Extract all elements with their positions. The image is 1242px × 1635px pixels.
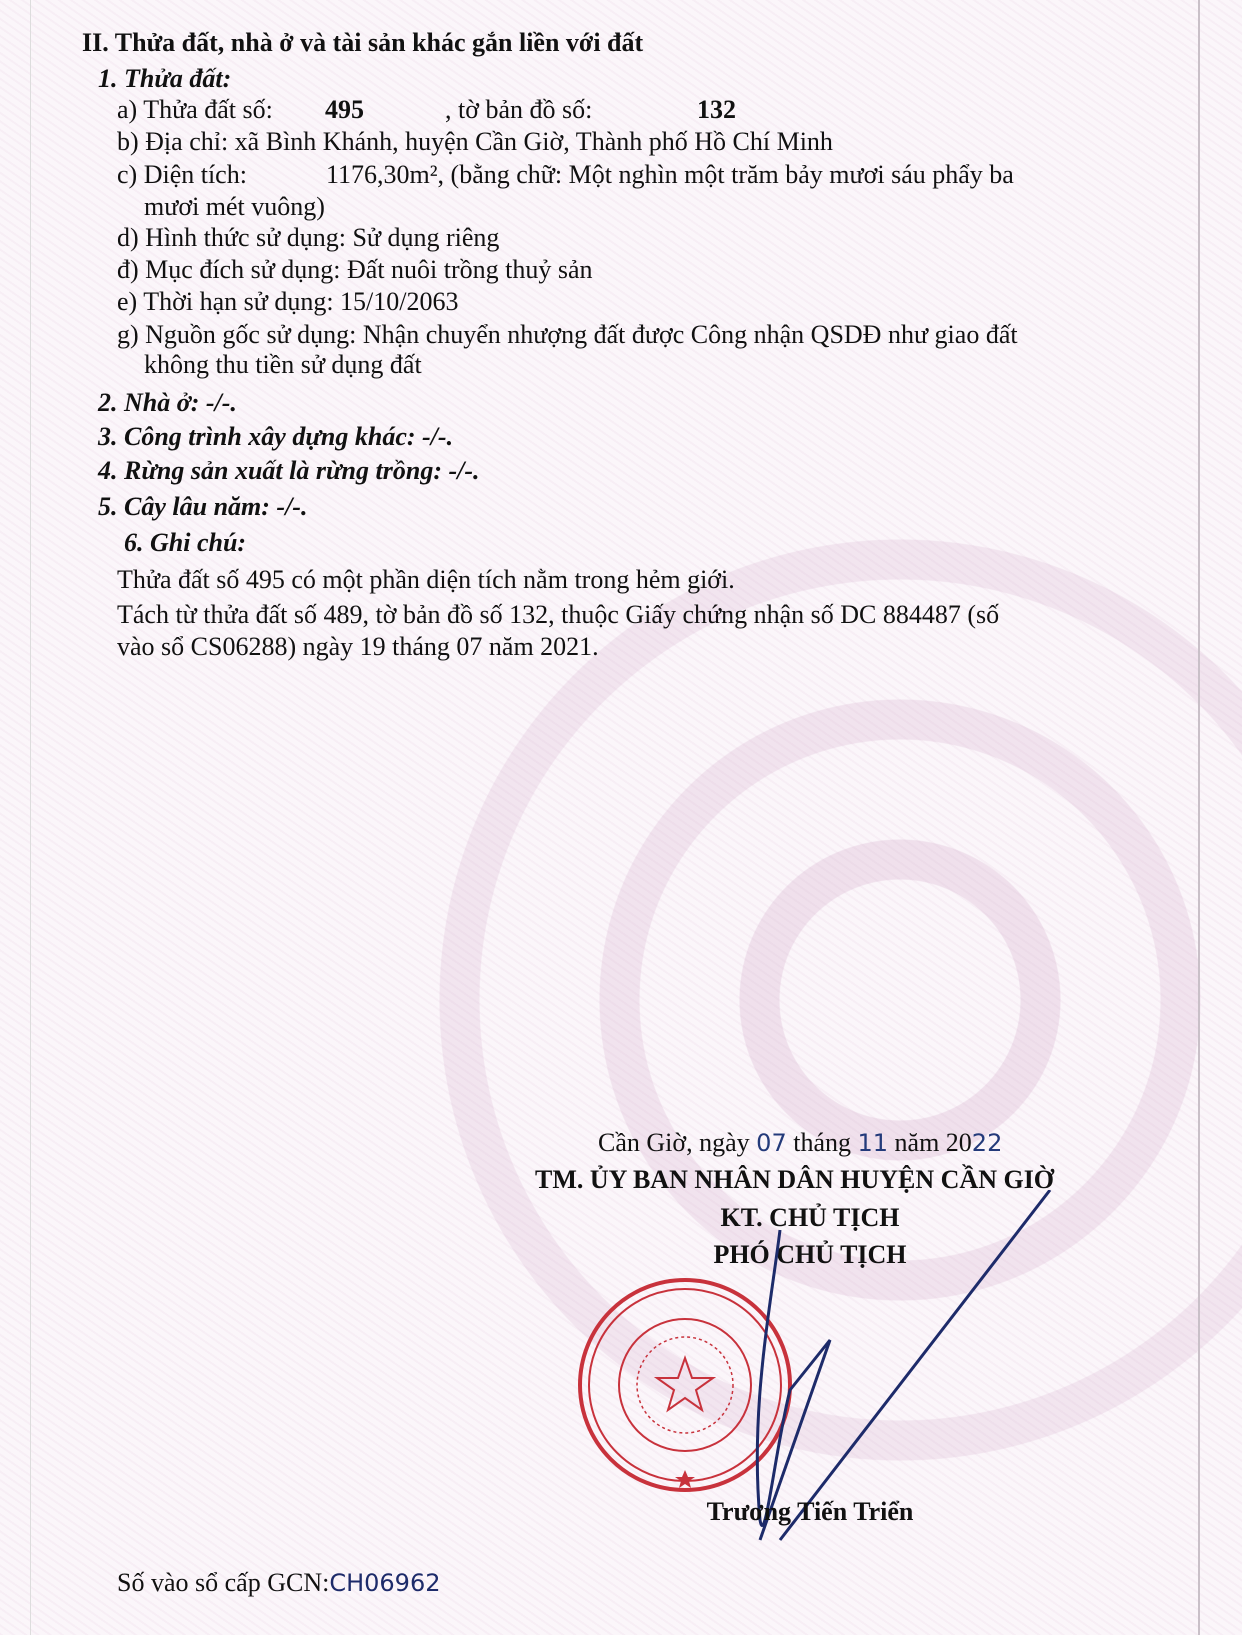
month-label: tháng (793, 1128, 851, 1157)
map-sheet-number: 132 (697, 95, 736, 124)
handwritten-signature (740, 1190, 1060, 1590)
land-heading: 1. Thửa đất: (98, 64, 232, 93)
usage-purpose: đ) Mục đích sử dụng: Đất nuôi trồng thuỷ sản (117, 255, 593, 284)
section-title: II. Thửa đất, nhà ở và tài sản khác gắn liền với đất (82, 28, 644, 57)
date-year: 22 (971, 1129, 1003, 1157)
production-forest: 4. Rừng sản xuất là rừng trồng: -/-. (98, 456, 480, 485)
note-line: vào sổ CS06288) ngày 19 tháng 07 năm 2021. (117, 632, 599, 661)
date-day: 07 (756, 1129, 787, 1157)
note-line: Thửa đất số 495 có một phần diện tích nằm trong hẻm giới. (117, 565, 735, 594)
map-sheet-label: , tờ bản đồ số: (445, 95, 593, 124)
signer-name: Trương Tiến Triển (706, 1497, 914, 1526)
page-edge (30, 0, 31, 1635)
registry-label: Số vào sổ cấp GCN: (117, 1568, 330, 1597)
area-value-cont: mươi mét vuông) (144, 192, 325, 221)
page-border (1198, 0, 1200, 1635)
usage-origin: g) Nguồn gốc sử dụng: Nhận chuyển nhượng đất được Công nhận QSDĐ như giao đất (117, 320, 1018, 349)
date-month: 11 (857, 1129, 889, 1157)
area-label: c) Diện tích: (117, 160, 247, 189)
parcel-number: 495 (325, 95, 364, 124)
area-value: 1176,30m², (bằng chữ: Một nghìn một trăm bảy mươi sáu phẩy ba (326, 160, 1014, 189)
registry-value: CH06962 (329, 1569, 441, 1597)
issue-date (598, 1128, 1002, 1158)
signer-title-2: PHÓ CHỦ TỊCH (713, 1240, 907, 1269)
date-prefix: Cần Giờ, ngày (598, 1128, 750, 1157)
usage-origin-cont: không thu tiền sử dụng đất (144, 350, 422, 379)
parcel-number-label: a) Thửa đất số: (117, 95, 273, 124)
notes-heading: 6. Ghi chú: (124, 528, 247, 557)
address: b) Địa chỉ: xã Bình Khánh, huyện Cần Giờ, Thành phố Hồ Chí Minh (117, 127, 833, 156)
registry-number (117, 1568, 440, 1598)
usage-term: e) Thời hạn sử dụng: 15/10/2063 (117, 287, 459, 316)
other-construction: 3. Công trình xây dựng khác: -/-. (98, 422, 454, 451)
usage-form: d) Hình thức sử dụng: Sử dụng riêng (117, 223, 500, 252)
year-label: năm 20 (894, 1128, 972, 1157)
perennial-trees: 5. Cây lâu năm: -/-. (98, 492, 308, 521)
issuing-organization: TM. ỦY BAN NHÂN DÂN HUYỆN CẦN GIỜ (535, 1165, 1055, 1194)
note-line: Tách từ thửa đất số 489, tờ bản đồ số 132, thuộc Giấy chứng nhận số DC 884487 (số (117, 600, 1000, 629)
house: 2. Nhà ở: -/-. (98, 388, 237, 417)
signer-title-1: KT. CHỦ TỊCH (720, 1203, 900, 1232)
